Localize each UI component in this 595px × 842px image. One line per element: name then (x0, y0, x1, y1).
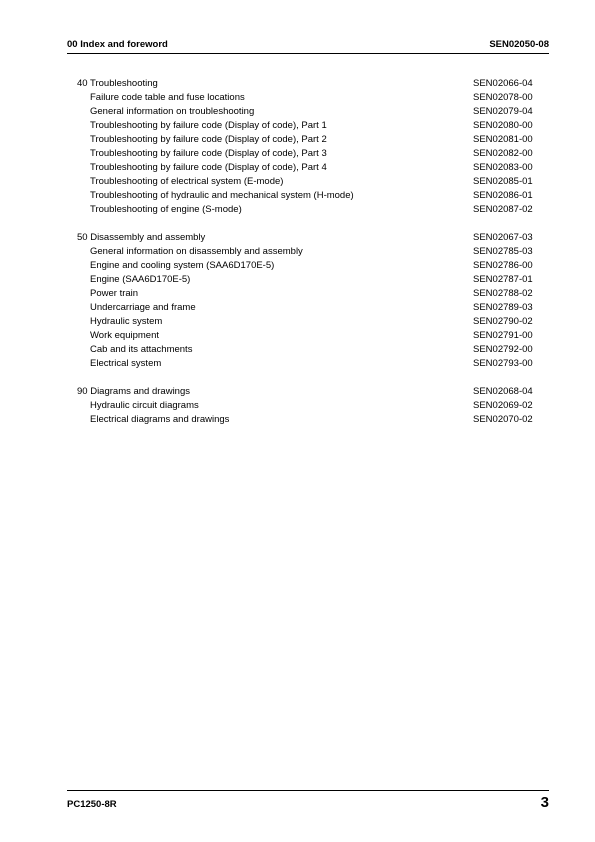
toc-item-code: SEN02079-04 (473, 106, 533, 117)
page-number: 3 (540, 794, 549, 811)
toc-item[interactable] (67, 315, 549, 329)
toc-section-code: SEN02066-04 (473, 78, 533, 89)
toc-item-code: SEN02078-00 (473, 92, 533, 103)
toc-item[interactable] (67, 245, 549, 259)
toc-item-code: SEN02790-02 (473, 316, 533, 327)
toc-section-title: 40 Troubleshooting (77, 78, 158, 89)
toc-item[interactable] (67, 105, 549, 119)
toc-item-code: SEN02070-02 (473, 414, 533, 425)
toc-item-code: SEN02082-00 (473, 148, 533, 159)
toc-item-title: General information on disassembly and assembly (90, 246, 303, 257)
toc-item-title: Troubleshooting by failure code (Display of code), Part 1 (90, 120, 327, 131)
toc-item-title: Hydraulic circuit diagrams (90, 400, 199, 411)
header-title: 00 Index and foreword (67, 39, 168, 50)
toc-item[interactable] (67, 189, 549, 203)
toc-item-title: Troubleshooting by failure code (Display of code), Part 2 (90, 134, 327, 145)
header-doc-code: SEN02050-08 (489, 39, 549, 50)
toc-item[interactable] (67, 175, 549, 189)
toc-item-code: SEN02083-00 (473, 162, 533, 173)
toc-item[interactable] (67, 147, 549, 161)
toc-item-title: Engine (SAA6D170E-5) (90, 274, 191, 285)
toc-item-title: Troubleshooting by failure code (Display of code), Part 3 (90, 148, 327, 159)
footer-rule (67, 790, 549, 791)
toc-item-title: Troubleshooting by failure code (Display of code), Part 4 (90, 162, 327, 173)
toc-item-title: Failure code table and fuse locations (90, 92, 245, 103)
toc-item-code: SEN02069-02 (473, 400, 533, 411)
toc-item[interactable] (67, 91, 549, 105)
toc-item-code: SEN02788-02 (473, 288, 533, 299)
toc-item-code: SEN02789-03 (473, 302, 533, 313)
toc-item-code: SEN02786-00 (473, 260, 533, 271)
table-of-contents (67, 77, 549, 441)
toc-section-code: SEN02067-03 (473, 232, 533, 243)
toc-item[interactable] (67, 399, 549, 413)
toc-item[interactable] (67, 287, 549, 301)
toc-item-title: Undercarriage and frame (90, 302, 196, 313)
toc-item-title: Cab and its attachments (90, 344, 193, 355)
toc-item-title: Troubleshooting of electrical system (E-mode) (90, 176, 284, 187)
toc-item[interactable] (67, 119, 549, 133)
toc-item-title: Troubleshooting of engine (S-mode) (90, 204, 242, 215)
toc-section-heading[interactable] (67, 231, 549, 245)
toc-item[interactable] (67, 133, 549, 147)
toc-section-troubleshooting (67, 77, 549, 217)
toc-item-title: Work equipment (90, 330, 159, 341)
toc-section-disassembly (67, 231, 549, 371)
header-rule (67, 53, 549, 54)
toc-item-title: Electrical diagrams and drawings (90, 414, 230, 425)
toc-section-heading[interactable] (67, 385, 549, 399)
footer-model: PC1250-8R (67, 799, 117, 810)
page-header (67, 39, 549, 50)
toc-item[interactable] (67, 301, 549, 315)
toc-section-heading[interactable] (67, 77, 549, 91)
toc-item[interactable] (67, 203, 549, 217)
page-footer (67, 794, 549, 811)
toc-item-title: Electrical system (90, 358, 162, 369)
toc-section-code: SEN02068-04 (473, 386, 533, 397)
toc-item[interactable] (67, 161, 549, 175)
toc-item-code: SEN02791-00 (473, 330, 533, 341)
toc-item[interactable] (67, 329, 549, 343)
toc-item-code: SEN02087-02 (473, 204, 533, 215)
toc-item-code: SEN02081-00 (473, 134, 533, 145)
toc-item-code: SEN02787-01 (473, 274, 533, 285)
toc-item[interactable] (67, 259, 549, 273)
toc-item[interactable] (67, 357, 549, 371)
toc-item-code: SEN02793-00 (473, 358, 533, 369)
toc-item[interactable] (67, 413, 549, 427)
toc-item[interactable] (67, 343, 549, 357)
toc-item-code: SEN02785-03 (473, 246, 533, 257)
toc-item-title: Troubleshooting of hydraulic and mechanical system (H-mode) (90, 190, 354, 201)
toc-item-title: Hydraulic system (90, 316, 163, 327)
toc-item-title: Engine and cooling system (SAA6D170E-5) (90, 260, 275, 271)
toc-section-title: 50 Disassembly and assembly (77, 232, 206, 243)
toc-item-code: SEN02085-01 (473, 176, 533, 187)
toc-section-title: 90 Diagrams and drawings (77, 386, 191, 397)
toc-item-code: SEN02086-01 (473, 190, 533, 201)
toc-section-diagrams (67, 385, 549, 427)
toc-item-code: SEN02080-00 (473, 120, 533, 131)
toc-item[interactable] (67, 273, 549, 287)
toc-item-code: SEN02792-00 (473, 344, 533, 355)
toc-item-title: General information on troubleshooting (90, 106, 255, 117)
toc-item-title: Power train (90, 288, 139, 299)
